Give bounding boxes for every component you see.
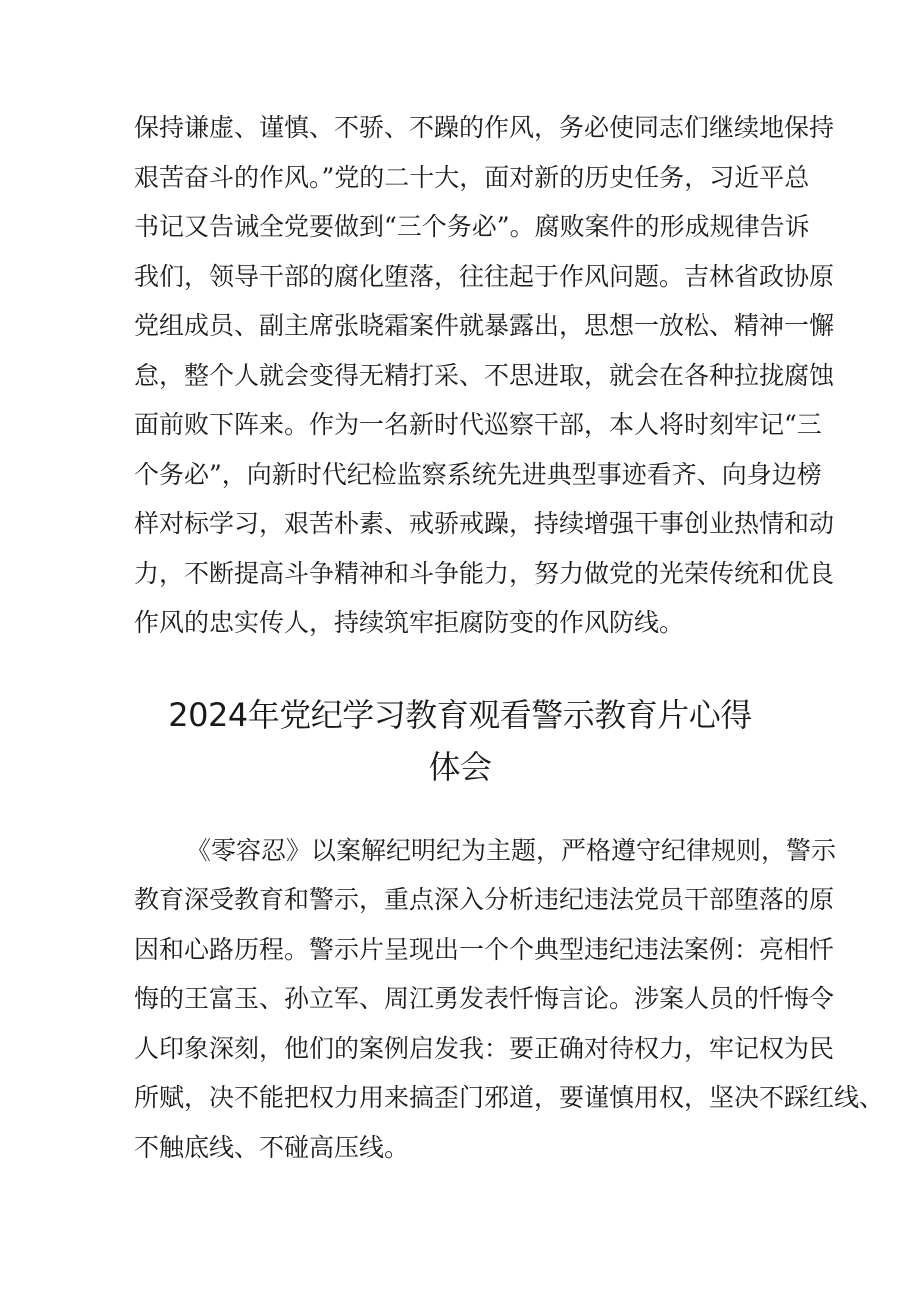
paragraph-line: 人印象深刻，他们的案例启发我：要正确对待权力，牢记权为民 bbox=[134, 1034, 835, 1063]
paragraph-line: 面前败下阵来。作为一名新时代巡察干部，本人将时刻牢记“三 bbox=[134, 410, 822, 439]
paragraph-line: 样对标学习，艰苦朴素、戒骄戒躁，持续增强干事创业热情和动 bbox=[134, 509, 835, 538]
paragraph-line: 不触底线、不碰高压线。 bbox=[134, 1133, 410, 1162]
paragraph-line: 保持谦虚、谨慎、不骄、不躁的作风，务必使同志们继续地保持 bbox=[134, 113, 835, 142]
paragraph-line: 艰苦奋斗的作风。”党的二十大，面对新的历史任务，习近平总 bbox=[134, 163, 810, 192]
paragraph-line: 党组成员、副主席张晓霜案件就暴露出，思想一放松、精神一懈 bbox=[134, 311, 835, 340]
title-line-2: 体会 bbox=[428, 748, 492, 786]
paragraph-line: 我们，领导干部的腐化堕落，往往起于作风问题。吉林省政协原 bbox=[134, 262, 835, 291]
paragraph-line: 《零容忍》以案解纪明纪为主题，严格遵守纪律规则，警示 bbox=[186, 836, 837, 865]
paragraph-line: 书记又告诫全党要做到“三个务必”。腐败案件的形成规律告诉 bbox=[134, 212, 810, 241]
paragraph-line: 作风的忠实传人，持续筑牢拒腐防变的作风防线。 bbox=[134, 608, 685, 637]
paragraph-line: 个务必”，向新时代纪检监察系统先进典型事迹看齐、向身边榜 bbox=[134, 460, 822, 489]
title-line-1: 2024年党纪学习教育观看警示教育片心得 bbox=[168, 696, 752, 734]
paragraph-line: 教育深受教育和警示，重点深入分析违纪违法党员干部堕落的原 bbox=[134, 885, 835, 914]
paragraph-line: 怠，整个人就会变得无精打采、不思进取，就会在各种拉拢腐蚀 bbox=[134, 361, 835, 390]
paragraph-line: 因和心路历程。警示片呈现出一个个典型违纪违法案例：亮相忏 bbox=[134, 935, 835, 964]
paragraph-line: 所赋，决不能把权力用来搞歪门邪道，要谨慎用权，坚决不踩红线、 bbox=[134, 1083, 885, 1112]
paragraph-line: 力，不断提高斗争精神和斗争能力，努力做党的光荣传统和优良 bbox=[134, 559, 835, 588]
paragraph-line: 悔的王富玉、孙立军、周江勇发表忏悔言论。涉案人员的忏悔令 bbox=[134, 984, 835, 1013]
